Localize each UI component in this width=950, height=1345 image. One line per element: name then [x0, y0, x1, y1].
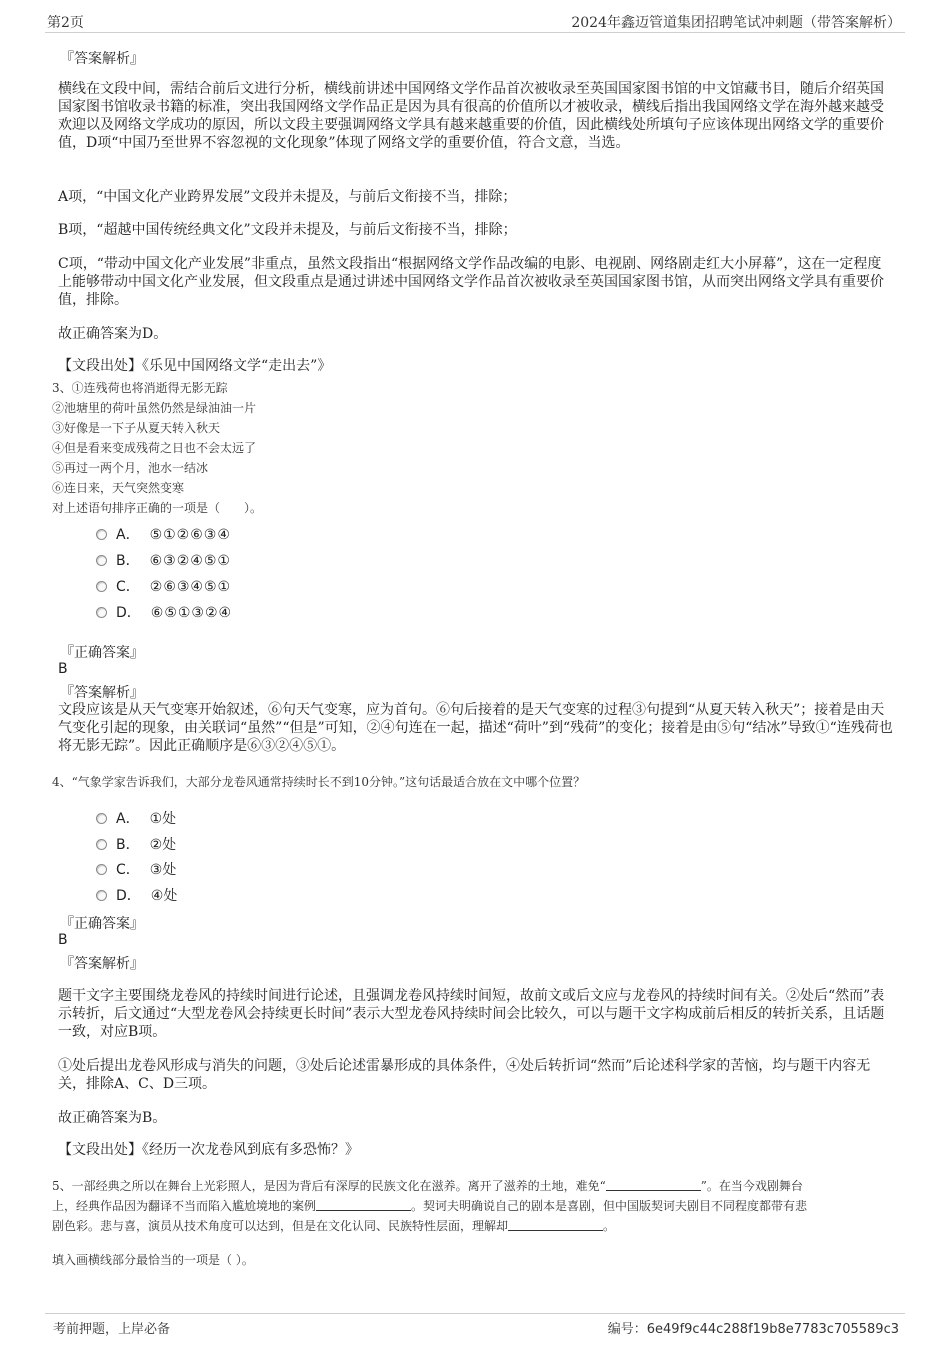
- option-text: ①处: [149, 811, 177, 827]
- q3-analysis: 文段应该是从天气变寒开始叙述，⑥句天气变寒，应为首句。⑥句后接着的是天气变寒的过程③句提到“从夏天转入秋天”；接着是由天气变化引起的现象，由关联词“虽然”“但是”可知，②④句连在一起，描述“荷叶”到“残荷”的变化；接着是由⑤句“结冰”导致①“连残荷也将无影无踪”。因此正确顺序是⑥③②④⑤①。: [58, 702, 893, 754]
- option-key: C．: [116, 579, 140, 595]
- radio-button[interactable]: [96, 607, 107, 618]
- option-key: D．: [116, 888, 141, 904]
- option-text: ③处: [149, 862, 177, 878]
- q4-answer: B: [58, 932, 68, 948]
- option-text: ④处: [150, 888, 178, 904]
- q4-option-c[interactable]: [96, 859, 176, 879]
- q4-analysis-p2: ①处后提出龙卷风形成与消失的问题，③处后论述雷暴形成的具体条件，④处后转折词“然而”后论述科学家的苦恼，均与题干内容无关，排除A、C、D三项。: [58, 1058, 871, 1092]
- radio-button[interactable]: [96, 555, 107, 566]
- q4-analysis-label: 『答案解析』: [60, 956, 144, 972]
- q3-line: ⑤再过一两个月，池水一结冰: [52, 461, 209, 475]
- document-title: 2024年鑫迈管道集团招聘笔试冲刺题（带答案解析）: [571, 15, 901, 31]
- q2-analysis-p1: 横线在文段中间，需结合前后文进行分析，横线前讲述中国网络文学作品首次被收录至英国国家图书馆的中文馆藏书目，随后介绍英国国家图书馆收录书籍的标准，突出我国网络文学作品正是因为具有很高的价值所以才被收录，横线后指出我国网络文学在海外越来越受欢迎以及网络文学成功的原因，所以文段主要强调网络文学具有越来越重要的价值，因此横线处所填句子应该体现出网络文学的重要价值，D项“中国乃至世界不容忽视的文化现象”体现了网络文学的重要价值，符合文意，当选。: [58, 81, 884, 151]
- q3-option-a[interactable]: [96, 524, 231, 544]
- q3-line: ③好像是一下子从夏天转入秋天: [52, 421, 221, 435]
- q5-text: 。: [603, 1219, 616, 1233]
- option-text: ⑥③②④⑤①: [149, 553, 231, 569]
- option-key: D．: [116, 605, 141, 621]
- q5-prompt: 填入画横线部分最恰当的一项是（ ）。: [52, 1253, 254, 1267]
- option-text: ⑤①②⑥③④: [149, 527, 231, 543]
- q4-source: 【文段出处】《经历一次龙卷风到底有多恐怖？》: [58, 1142, 359, 1158]
- q3-line: ④但是看来变成残荷之日也不会太远了: [52, 441, 257, 455]
- option-text: ②处: [149, 837, 177, 853]
- q2-analysis-option-a: A项，“中国文化产业跨界发展”文段并未提及，与前后文衔接不当，排除；: [58, 189, 517, 205]
- radio-button[interactable]: [96, 864, 107, 875]
- q2-analysis-option-c: C项，“带动中国文化产业发展”非重点，虽然文段指出“根据网络文学作品改编的电影、电视剧、网络剧走红大小屏幕”，这在一定程度上能够带动中国文化产业发展，但文段重点是通过讲述中国网络文学作品首次被收录至英国国家图书馆，从而突出网络文学具有重要价值，排除。: [58, 256, 884, 308]
- q4-option-b[interactable]: [96, 834, 176, 854]
- q4-conclusion: 故正确答案为B。: [58, 1110, 167, 1126]
- option-key: B．: [116, 837, 140, 853]
- option-text: ②⑥③④⑤①: [149, 579, 232, 595]
- q3-question: 对上述语句排序正确的一项是（ ）。: [52, 501, 263, 515]
- radio-button[interactable]: [96, 813, 107, 824]
- radio-button[interactable]: [96, 529, 107, 540]
- q4-option-a[interactable]: [96, 808, 176, 828]
- q2-conclusion: 故正确答案为D。: [58, 326, 168, 342]
- option-key: C．: [116, 862, 140, 878]
- fill-blank: [508, 1218, 603, 1231]
- q5-text: ”。在当今戏剧舞台: [700, 1179, 803, 1193]
- q5-text: 剧色彩。悲与喜，演员从技术角度可以达到，但是在文化认同、民族特性层面，理解却: [52, 1219, 509, 1233]
- fill-blank: [606, 1178, 701, 1191]
- option-text: ⑥⑤①③②④: [150, 605, 233, 621]
- code-value: 6e49f9c44c288f19b8e7783c705589c3: [646, 1322, 899, 1337]
- q2-analysis-option-b: B项，“超越中国传统经典文化”文段并未提及，与前后文衔接不当，排除；: [58, 222, 517, 238]
- footer-slogan: 考前押题，上岸必备: [53, 1322, 171, 1337]
- q3-option-b[interactable]: [96, 550, 231, 570]
- q2-source: 【文段出处】《乐见中国网络文学“走出去”》: [58, 358, 332, 374]
- q5-line: [52, 1196, 902, 1216]
- radio-button[interactable]: [96, 839, 107, 850]
- q3-line: ②池塘里的荷叶虽然仍然是绿油油一片: [52, 401, 257, 415]
- option-key: A．: [116, 527, 140, 543]
- page-footer: [45, 1313, 905, 1338]
- q3-line: ⑥连日来，天气突然变寒: [52, 481, 185, 495]
- code-label: 编号：: [607, 1322, 647, 1337]
- document-code: [608, 1318, 899, 1337]
- q3-option-c[interactable]: [96, 576, 231, 596]
- q5-line: [52, 1216, 902, 1236]
- q3-answer-label: 『正确答案』: [60, 645, 144, 661]
- q4-stem: 4、“气象学家告诉我们，大部分龙卷风通常持续时长不到10分钟。”这句话最适合放在文中哪个位置？: [52, 775, 586, 789]
- q4-analysis-p1: 题干文字主要围绕龙卷风的持续时间进行论述，且强调龙卷风持续时间短，故前文或后文应与龙卷风的持续时间有关。②处后“然而”表示转折，后文通过“大型龙卷风会持续更长时间”表示大型龙卷风持续时间会比较久，可以与题干文字构成前后相反的转折关系，且话题一致，对应B项。: [58, 988, 885, 1040]
- q5-text: 5、一部经典之所以在舞台上光彩照人，是因为背后有深厚的民族文化在滋养。离开了滋养的土地，难免“: [52, 1179, 606, 1193]
- q4-answer-label: 『正确答案』: [60, 916, 144, 932]
- q3-option-d[interactable]: [96, 602, 232, 622]
- radio-button[interactable]: [96, 890, 107, 901]
- q5-text: 。契诃夫明确说自己的剧本是喜剧，但中国版契诃夫剧目不同程度都带有悲: [411, 1199, 808, 1213]
- q3-stem: [52, 378, 902, 518]
- option-key: A．: [116, 811, 140, 827]
- q4-option-d[interactable]: [96, 885, 177, 905]
- q2-analysis-label: 『答案解析』: [60, 51, 144, 67]
- option-key: B．: [116, 553, 140, 569]
- q3-analysis-label: 『答案解析』: [60, 685, 144, 701]
- q3-answer: B: [58, 661, 68, 677]
- q5-stem: [52, 1176, 902, 1236]
- radio-button[interactable]: [96, 581, 107, 592]
- fill-blank: [316, 1198, 411, 1211]
- q3-line: 3、①连残荷也将消逝得无影无踪: [52, 381, 228, 395]
- q5-text: 上，经典作品因为翻译不当而陷入尴尬境地的案例: [52, 1199, 317, 1213]
- page-header: [45, 12, 905, 33]
- q5-line: [52, 1176, 902, 1196]
- page-number: 第2页: [47, 15, 84, 31]
